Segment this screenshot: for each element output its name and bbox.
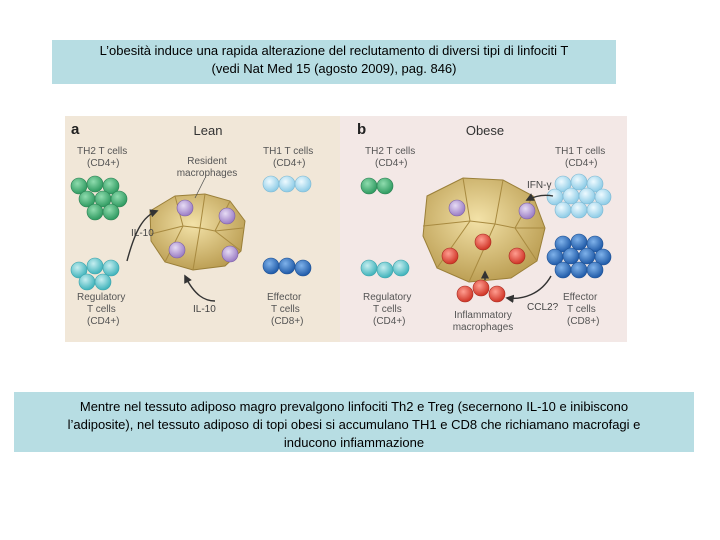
panel-b-treg-sub: (CD4+) [373,316,406,327]
panel-a-title: Lean [193,123,223,138]
panel-a-il10-lower: IL-10 [193,304,216,315]
panel-a-effector-sub: (CD8+) [271,316,304,327]
panel-a-th1-cluster [263,176,311,192]
bottom-caption-line-3: inducono infiammazione [283,435,425,450]
panel-a-treg-sub: (CD4+) [87,316,120,327]
figure [65,116,627,342]
panel-b-adipocyte-cluster [423,178,545,282]
panel-a-letter: a [71,121,80,138]
panel-a-il10-upper: IL-10 [131,228,154,239]
panel-b-letter: b [357,121,367,138]
top-caption-line-1: L’obesità induce una rapida alterazione del reclutamento di diversi tipi di linfociti T [99,43,569,58]
panel-b-th1-sub: (CD4+) [565,158,598,169]
panel-a-treg-label-1: Regulatory [77,292,126,303]
figure-svg [65,116,627,342]
bottom-caption [14,392,694,452]
panel-b-treg-label-1: Regulatory [363,292,412,303]
panel-b-inflam-label-1: Inflammatory [454,310,512,321]
panel-b-th1-cluster [547,174,611,218]
panel-a-resident-label-2: macrophages [176,168,238,179]
panel-a-effector-cluster [263,258,311,276]
panel-a-th2-label: TH2 T cells [77,146,128,157]
panel-b-title: Obese [465,123,505,138]
panel-b-treg-cluster [361,260,409,278]
panel-b-effector-label-2: T cells [567,304,596,315]
panel-b-inflam-label-2: macrophages [452,322,514,333]
bottom-caption-line-2: l’adiposite), nel tessuto adiposo di topi obesi si accumulano TH1 e CD8 che richiamano macrofagi e [67,417,641,432]
panel-b-th1-label: TH1 T cells [555,146,606,157]
panel-a-th1-sub: (CD4+) [273,158,306,169]
panel-b-th2-label: TH2 T cells [365,146,416,157]
panel-a-th1-label: TH1 T cells [263,146,314,157]
panel-a-effector-label-1: Effector [267,292,302,303]
panel-a-treg-label-2: T cells [87,304,116,315]
panel-a-th2-sub: (CD4+) [87,158,120,169]
panel-b-ccl2-label: CCL2? [527,302,559,313]
panel-a-effector-label-2: T cells [271,304,300,315]
panel-b-ifn-label: IFN-γ [527,180,552,191]
panel-b-th2-sub: (CD4+) [375,158,408,169]
panel-b-effector-sub: (CD8+) [567,316,600,327]
top-caption [52,40,616,84]
top-caption-line-2: (vedi Nat Med 15 (agosto 2009), pag. 846) [211,61,457,76]
panel-a-resident-label-1: Resident [187,156,227,167]
bottom-caption-line-1: Mentre nel tessuto adiposo magro prevalgono linfociti Th2 e Treg (secernono IL-10 e inibiscono [79,399,629,414]
panel-b-treg-label-2: T cells [373,304,402,315]
panel-b-effector-cluster [547,234,611,278]
panel-b-effector-label-1: Effector [563,292,598,303]
